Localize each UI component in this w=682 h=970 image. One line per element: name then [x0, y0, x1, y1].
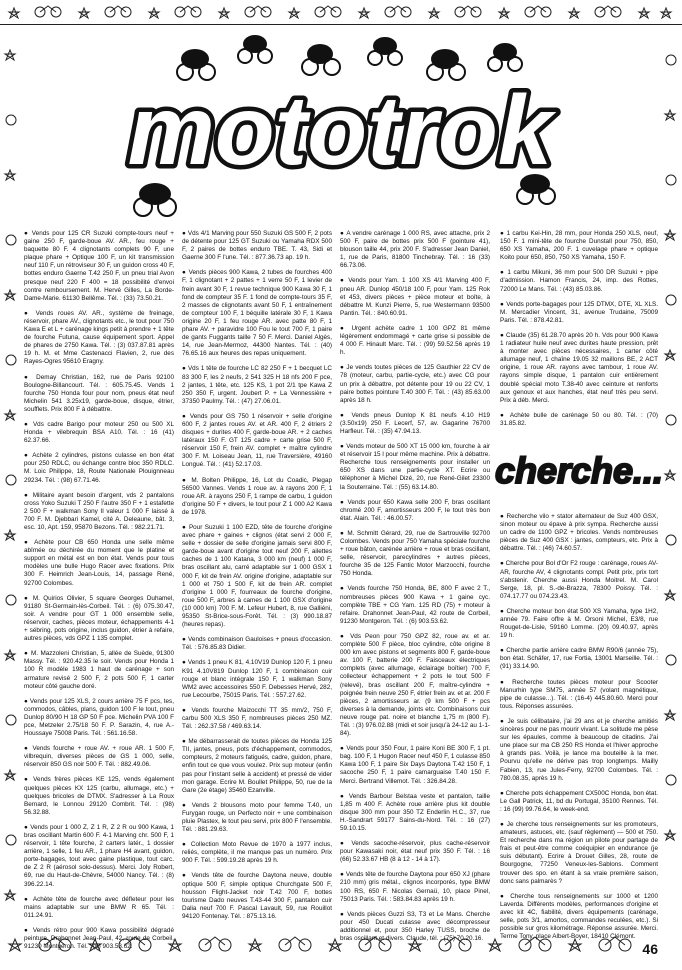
- bullet-icon: ●: [340, 840, 352, 848]
- classified-ad-text: Vends tête de fourche Daytona pour 650 XJ (phare 210 mm) gris métal., clignos incorporés, type BMW 100 RS, 650 F. Nicolas Gernaü, 10, place Pinel, 75013 Paris. Tél. : 583.84.83 après 19 h.: [340, 871, 490, 903]
- classified-ad-text: Militaire ayant besoin d'argent, vds 2 pantalons cross Yoko Suzuki T 250 F l'autre 350 F + 1 estafette 2 500 F + walkman Sony II valeur 1 000 F laissé à 700 F. M. Djebbari Kamel, cité A. Deleaune, bât. 3, esc. 10, Apt. 159, 95870 Bezons. Tél. : 982.21.71.: [24, 491, 174, 531]
- classified-ad: [340, 230, 490, 270]
- classified-ad-text: Je cherche tous renseignements sur les promoteurs, amateurs, astuces, etc. (sauf règlement) — 500 et 750. Et recherche dans ma région un pilote pour partage de frais et peut-être comme coéquipier en endurance (je suis débutant). Ecrire à Drouet Gilles, 28, route de Bourgogne, 77250 Veneux-les-Sablons. Comment trouver des spo. en étant à sa vraie première saison, donc sans palmarès ?: [500, 820, 658, 885]
- classified-ad-text: Vends tête de fourche Daytona neuve, double optique 500 F, simple optique Churchgate 500 F, housson Flight-Jacket noir T.42 700 F, bottes tourisme Dado neuves T.43-44 300 F, pantalon cuir Dalia neuf 700 F. Pascal Lavault, 59, rue Rouillot 94120 Fontenay. Tél. : 875.13.16.: [182, 872, 332, 920]
- classified-ad-text: Vends fourche + roue AV. + roue AR. 1 500 F, vilbrequin, diverses pièces de GS 1 000, selle, réservoir 850 GS noir 500 F. Tél. : 882.49.06.: [24, 745, 174, 769]
- bullet-icon: ●: [182, 365, 188, 373]
- classified-ad-text: Vends 2 blousons moto pour femme T.40, un Furygan rouge, un Perfecto noir + une combinaison pluie Plastex, le tout peu servi, prix 800 F l'ensemble. Tél. : 881.29.63.: [182, 801, 332, 834]
- classified-ad-text: Me débarrasserait de toutes pièces de Honda 125 TII, jantes, pneus, pots d'échappement, commodos, compteurs, 2 moteurs fatigués, cadre, guidon, phare, enfin tout ce que vous voulez. Prix sup moteur (enfin pas pour l'instant selle à accident) et pressé de vider mon garage. Ecrire M. Boullet Philippe, 50, rue de la Gare (2e étage) 35460 Ezanville.: [182, 738, 332, 794]
- classified-ad: [340, 911, 490, 943]
- bullet-icon: ●: [340, 910, 348, 918]
- classified-ad: [182, 802, 332, 834]
- cherche-heading-text: cherche...: [494, 449, 664, 491]
- classified-ad-text: A vendre carénage 1 000 RS, avec attache, prix 2 500 F, paire de bottes prix 500 F (pointure 41), blouson taille 44, prix 200 F. S'adresser Jean Daniel, 1, rue de Paris, 81800 Tinchebray. Tél. : 16 (33) 66.73.06.: [340, 230, 490, 270]
- bullet-icon: ●: [182, 230, 188, 237]
- classified-ad-text: M. Quirios Olivier, 5 square Georges Duhamel, 91180 St-Germain-lès-Corbeil. Tél. : (6) 075.30.47, soir. A vendre pour GT 1 000 ensemble selle, réservoir, caches, pièces moteur, échappements 4-1 + sébring, pots origine, inclus guidon, étrier à refaire, autres pièces, vds GPZ 1 135 complet.: [24, 594, 174, 643]
- ads-column-2: [182, 230, 332, 920]
- classified-ad: [500, 332, 658, 405]
- classified-ad-text: Recherche toutes pièces moteur pour Scooter Manurhin type SM75, année 57 (volant magnétique, pipe de culasse...). Tél. : (16-4) 445.80.60. Merci pour tous. Réponses assurées.: [500, 678, 658, 710]
- classified-ad: [24, 492, 174, 532]
- bullet-icon: ●: [24, 697, 30, 705]
- classified-ad: [340, 871, 490, 903]
- classified-ad: [24, 776, 174, 816]
- cherche-section-heading: [494, 435, 664, 505]
- bullet-icon: ●: [24, 895, 33, 903]
- mototrok-logo-art: [95, 24, 585, 229]
- bullet-icon: ●: [500, 411, 510, 419]
- masthead-title: mototrok: [127, 75, 553, 185]
- classified-ad: [182, 738, 332, 795]
- classified-ad-text: Vends pour Yam. 1 100 XS 4/1 Marving 400 F, pneu AR. Dunlop 450/18 100 F, pour Yam. 125 Rok et 453, divers pièces + pièce moteur et boîte, à débattre M. Kunzi Pierre, 5, rue Westermann 93500 Pantin. Tél. : 840.60.91.: [340, 277, 490, 317]
- classified-ad-text: Vends 1 pneu K 81, 4.10V19 Dunlop 120 F, 1 pneu K91 4.10V819 Dunlop 120 F, 1 combinaison cuir rouge et blanc intégrale 150 F, 1 walkman Sony WM2 avec accessoires 550 F. Debesses Hervé, 282, rue Lecourbe, 75015 Paris. Tél. : 557.27.62.: [182, 659, 332, 699]
- classified-ad: [500, 608, 658, 640]
- classified-ad-text: Vends roues AV. AR., système de freinage, réservoir, phare AV., clignotants etc., le tout pour 750 Kawa E et L + carénage kings petit à prendre + 1 tête de fourche Futuna, cause équipement sport. Appel de phares de 2750 Kawa. Tél. : (3) 037.87.81 après 19 h. M. et Mme Castenacci Flavien, 2, rue des Rayes-Ogres 95610 Eragny.: [24, 309, 174, 366]
- classified-ad: [500, 821, 658, 886]
- classified-ad-text: Je vends toutes pièces de 125 Gauthier 22 CV de 78 (moteur, carbu, partie-cycle, etc.) avec CG pour un prix à débattre, pot détente pour 19 ou 22 CV, 1 paire bottes pointure T.40 300 F. Tél. : (43) 85.63.00 après 18 h.: [340, 364, 490, 404]
- classified-ad: [24, 595, 174, 644]
- classified-ad: [340, 364, 490, 404]
- classified-ad: [340, 585, 490, 625]
- bullet-icon: ●: [182, 269, 189, 277]
- classified-ad: [24, 230, 174, 303]
- classified-ad: [500, 301, 658, 325]
- classified-ad-text: Vends pour 125 XLS, 2 cours arrière 75 F pcs, tes, commodos, câbles, plans, guidon 100 F le tout, pneu Dunlop 80/90 H 18 GP 50 F pce. Michelin PVA 100 F pce, Metzeler 2.75/18 50 F. P. Sarazin, 4, rue A.-Houssaye 75008 Paris. Tél. : 561.16.58.: [24, 697, 174, 738]
- bullet-icon: ●: [500, 647, 507, 655]
- classified-ad: [500, 679, 658, 711]
- bullet-icon: ●: [500, 512, 507, 520]
- classified-ad-text: Achète pour CB 650 Honda une selle même abîmée ou déchirée du moment que le platine et support en métal est en bon état. Vends pour tous modèles une bulle Hugo Racer avec fixations. Prix 300 F. Heimrich Jean-Louis, 14, passage René, 92700 Colombes.: [24, 539, 174, 587]
- classified-ad: [182, 230, 332, 262]
- left-decorative-border: [0, 0, 22, 965]
- bullet-icon: ●: [340, 585, 348, 593]
- bullet-icon: ●: [340, 498, 348, 506]
- classified-ad: [24, 927, 174, 951]
- classified-ad-text: Cherche pots échappement CX500C Honda, bon état. Le Gall Patrick, 11, bd du Portugal, 35100 Rennes. Tél. : 16 (99) 99.76.64, le week-end.: [500, 789, 658, 813]
- classified-ad-text: Vends Barbour Belstaa veste et pantalon, taille 1,85 m 400 F. Achète roue arrière plus kit double disque 300 mm pour 350 TZ Enderlin H.C., 37, rue H.-Sandrart 59177 Sains-du-Nord. Tél. : 16 (27) 59.10.15.: [340, 792, 490, 832]
- classified-ad-text: Vends sacoche-réservoir, plus cache-réservoir pour Kawasaki noir, état neuf prix 350 F. Tél. : 16 (66) 52.33.67 HB (8 à 12 - 14 à 17).: [340, 840, 490, 864]
- classified-ad-text: Cherche moteur bon état 500 XS Yamaha, type 1H2, année 79. Faire offre à M. Orsoni Michel, E3/8, rue Rouget-de-Lisle, 59160 Lomme. (20) 09.40.97, après 19 h.: [500, 607, 658, 640]
- classified-ad: [340, 443, 490, 492]
- classified-ad: [500, 790, 658, 814]
- classified-ad-text: Vends rétro pour 900 Kawa possibilité dégradé peinture. Drahonnet Jean-Paul, 42, route de Corbeil, 91230 Montgeron. Tél. : (6) 903.53.62.: [24, 926, 174, 951]
- classified-ad: [340, 277, 490, 317]
- classified-ad-text: Vds 4/1 Marving pour 550 Suzuki GS 500 F, 2 pots de détente pour 125 GT Suzuki ou Yamaha RDX 500 F, 2 paires de bottes enduro TBE. T. 43, Sidi et Gaerne 300 F l'une. Tél. : 877.36.73 ap. 19 h.: [182, 230, 332, 262]
- classified-ad: [182, 659, 332, 699]
- bullet-icon: ●: [182, 636, 189, 644]
- right-decorative-border: [660, 0, 682, 965]
- classified-ad-text: Cherche pour Bol d'Or F2 rouge : carénage, roues AV-AR, fourche AV, 4 clignotants compl. Petit prix, prix tort s'abstenir. Cherche aussi Honda Moitrel. M. Carol Serge, 18, pl. S.-de-Brazza, 78300 Poissy. Tél. : 074.17.77 ou 074.23.43.: [500, 560, 658, 600]
- ads-column-1: [24, 230, 174, 951]
- classified-ad-text: M. Bolten Philippe, 16, Lot du Coadic, Plegap 56500 Vannes. Vends 1 roue av. à rayons 200 F, 1 roue AR. à rayons 250 F, 1 rampe de carbu, 1 guidon d'origine 50 F + divers, le tout pour Z 1 000 A2 Kawa de 1978.: [182, 476, 332, 516]
- bullet-icon: ●: [340, 411, 352, 419]
- classified-ad-text: Vends pièces Guzzi S3, T3 et Le Mans. Cherche pour 450 Ducati culasse avec décompresseur additionnel et, pour 350 Harley TUSS, broche de bras oscillant et divers. Claude, tél. : (75) 70.20.16.: [340, 910, 490, 943]
- masthead-logo: [95, 24, 585, 229]
- bullet-icon: ●: [500, 717, 508, 725]
- classified-ad-text: M. Schmitt Gérard, 29, rue de Sartrouville 92700 Colombes. Vends pour 750 Yamaha spéciale fourche + roue bâton, carénée arrière + roue et bras oscillant, selle, réservoir, parecylindres + autres pièces, fourche 35 de 125 Fantic Motor Marzocchi, fourche 750 Honda.: [340, 529, 490, 578]
- classified-ad-text: Vends pour 650 Kawa selle 200 F, bras oscillant chromé 200 F, amortisseurs 200 F, le tout très bon état. Alain. Tél. : 46.00.57.: [340, 498, 490, 522]
- classified-ad-text: M. Mazzoleni Christian, 5, allée de Suède, 91300 Massy. Tél. : 920.42.35 le soir. Vends pour Honda 1 100 R modèle 1983 1 haut de carénage + son armature revisé 2 500 F, 2 pots 500 F, 1 carter moteur côté gauche doré.: [24, 650, 174, 690]
- classified-ad-text: Vends porte-bagages pour 125 DTMX, DTE, XL XLS. M. Mercadier Vincent, 31, avenue Trudaine, 75009 Paris. Tél. : 878.42.81.: [500, 300, 658, 324]
- classified-ad: [340, 412, 490, 436]
- classified-ad: [24, 539, 174, 588]
- classified-ad: [500, 647, 658, 671]
- classified-ads: [22, 230, 664, 951]
- bullet-icon: ●: [340, 632, 351, 640]
- bullet-icon: ●: [500, 892, 511, 900]
- bullet-icon: ●: [182, 872, 192, 880]
- classified-ad: [500, 269, 658, 293]
- classified-ad: [340, 745, 490, 785]
- classified-ad-text: 1 carbu Kei-Hin, 28 mm, pour Honda 250 XLS, neuf, 150 F. 1 mini-tête de fourche Dunstall pour 750, 850, 650 XS Yamaha, 200 F. 1 cuvelage phare + optique Koito pour 650, 850, 750 XS Yamaha, 150 F.: [500, 230, 658, 262]
- left-border-doodles: [0, 0, 22, 965]
- classified-ad: [340, 840, 490, 864]
- classified-ad: [340, 633, 490, 738]
- bullet-icon: ●: [24, 309, 36, 317]
- cherche-heading-art: [494, 437, 664, 503]
- bullet-icon: ●: [500, 560, 506, 568]
- classified-ad-text: Vends combinaison Gauloises + pneus d'occasion. Tél. : 576.85.83 Didier.: [182, 636, 332, 652]
- classified-ad: [182, 707, 332, 731]
- bullet-icon: ●: [182, 738, 189, 746]
- bullet-icon: ●: [24, 745, 33, 753]
- ads-column-3: [340, 230, 490, 943]
- classified-ad-text: Vends pour 350 Four, 1 paire Koni BE 300 F, 1 pt. bag. 100 F, 1 Hugon Racer neuf 450 F, 1 culasse 850 Kawa 100 F, 1 paire Six Days Daytona T.42 150 F, 1 sacoche 250 F, 1 paire camarguaise T.40 150 F. Merci. Bertrand Villemot. Tél. : 326.84.28.: [340, 745, 490, 785]
- bullet-icon: ●: [182, 801, 192, 809]
- classified-ad: [340, 325, 490, 357]
- bullet-icon: ●: [182, 412, 190, 420]
- bullet-icon: ●: [24, 539, 35, 547]
- bullet-icon: ●: [24, 776, 34, 784]
- classified-ad: [24, 421, 174, 445]
- ads-column-4: [494, 230, 664, 941]
- bullet-icon: ●: [24, 420, 33, 428]
- classified-ad: [500, 893, 658, 942]
- classified-ad-text: Vends fourche 750 Honda, BE, 800 F avec 2 T., nombreuses pièces 900 Kawa + 1 gaine cyc. complète TBE + CG Yam. 125 RD (75) + moteur à refaire. Drahonnet Jean-Paul, 42 route de Corbeil, 91230 Montgeron. Tél. : (6) 903.53.62.: [340, 585, 490, 625]
- classified-ad-text: Recherche vilo + stator alternateur de Suz 400 GSX, sinon moteur ou épave à prix sympa. Recherche aussi un cadre de 1100 GPZ + bricoles. Vends nombreuses pièces de Suz 400 GSX : jantes, compteurs, etc. Prix à débattre. Tél. : (46) 74.60.57.: [500, 512, 658, 553]
- bullet-icon: ●: [500, 300, 507, 308]
- classified-ad: [24, 452, 174, 484]
- classified-ad-text: Vends pour 125 CR Suzuki compte-tours neuf + gaine 250 F, garde-boue AV. AR., feu rouge + baquette 80 F. 4 clignotants complets 90 F, une plaque phare + Optique 100 F, un kit transmission neuf 110 F, un rétroviseur 30 F, un guidon cross 40 F, bottes enduro Gaerne T.42 250 F, un pneu trial Avon presque neuf 220 F 400 = 18 possibilité d'envoi contre remboursement. M. Hervé Gilles, La Borde-Dame-Marie. 61130 Bellême. Tél. : (33) 73.50.21.: [24, 230, 174, 302]
- bullet-icon: ●: [182, 659, 188, 667]
- classified-ad: [182, 477, 332, 517]
- bullet-icon: ●: [24, 594, 33, 602]
- bullet-icon: ●: [24, 650, 31, 658]
- bullet-icon: ●: [500, 678, 513, 686]
- bullet-icon: ●: [340, 529, 348, 537]
- bullet-icon: ●: [340, 871, 346, 879]
- bullet-icon: ●: [340, 443, 347, 451]
- bullet-icon: ●: [340, 324, 352, 332]
- classified-ad-text: Achète 2 cylindres, pistons culasse en bon état pour 250 RDLC, ou échange contre bloc 350 RDLC. M. Loic Philippe, 18, Route Nationale Plouignneau 29234. Tél. : (98) 67.71.46.: [24, 452, 174, 484]
- bullet-icon: ●: [24, 491, 33, 499]
- classified-ad: [182, 841, 332, 865]
- classified-ad: [340, 499, 490, 523]
- bullet-icon: ●: [24, 230, 32, 237]
- classified-ad: [182, 365, 332, 405]
- classified-ad-text: Achète tête de fourche avec défleteur pour les mains adaptable sur une BMW R 65. Tél. : 011.24.91.: [24, 895, 174, 919]
- classified-ad: [500, 718, 658, 783]
- classified-ad: [24, 650, 174, 690]
- bullet-icon: ●: [500, 269, 508, 277]
- bullet-icon: ●: [24, 823, 31, 831]
- bullet-icon: ●: [500, 789, 506, 797]
- bullet-icon: ●: [340, 364, 347, 372]
- classified-ad: [340, 530, 490, 579]
- top-decorative-border: [0, 0, 682, 25]
- top-border-doodles: [0, 0, 682, 24]
- classified-ad: [500, 560, 658, 600]
- classified-ad: [24, 896, 174, 920]
- bullet-icon: ●: [182, 841, 191, 849]
- classified-ad-text: Achète bulle de carénage 50 ou 80. Tél. : (70) 31.85.82.: [500, 411, 658, 427]
- classified-ad-text: Cherche tous renseignements sur 1000 et 1200 Laverda. Différents modèles, performances d'origine et avec kit 4C, fiabilité, divers équipements (carénage, selle, pots 3/1, amortos, commandes reculées, etc.). Si possible sur gros kilométrage. Réponse assurée. Merci. Terme Tony, place Albert-Boyer, 18410 Clémont.: [500, 892, 658, 941]
- bullet-icon: ●: [500, 820, 507, 828]
- classified-ad: [182, 636, 332, 652]
- bullet-icon: ●: [182, 706, 192, 714]
- classified-ad-text: Vends fourche Maizocchi TT 35 mm/2, 750 F, carbu 500 XLS 350 F, nombreuses pièces 250 MZ. Tél. : 262.37.58 / 469.63.14.: [182, 706, 332, 731]
- bullet-icon: ●: [500, 607, 507, 615]
- classified-ad: [500, 513, 658, 553]
- classified-ad: [182, 269, 332, 358]
- bullet-icon: ●: [182, 524, 189, 531]
- classified-ad-text: Vends frères pièces KE 125, vends également quelques pièces KX 125 (carbu, allumage, etc.) + quelques bricoles de DTMX. S'adresser à La Roux Bernard, le Lonnou 29120 Combrit. Tél. : (98) 56.32.88.: [24, 776, 174, 816]
- bullet-icon: ●: [500, 331, 506, 339]
- classified-ad: [500, 412, 658, 428]
- classified-ad-text: Vds cadre Barigo pour moteur 250 ou 500 XL Honda + vilebrequin BSA A10. Tél. : 16 (41) 62.37.66.: [24, 420, 174, 445]
- bullet-icon: ●: [340, 745, 347, 753]
- bullet-icon: ●: [24, 373, 37, 381]
- classified-ad-text: 1 carbu Mikuni, 36 mm pour 500 DR Suzuki + pipe d'admission. Hamon Francis, 24, imp. des Rottes, 72000 Le Mans. Tél. : (43) 85.03.86.: [500, 269, 658, 293]
- classified-ad: [24, 374, 174, 414]
- classified-ad-text: Claude (35) 61.28.70 après 20 h. Vds pour 900 Kawa 1 radiateur huile neuf avec durites haute pression, prêt à monter avec pièces nécessaires, 1 carter côté allumage neuf, 1 chaîne 19.05 32 maillons BE, 2 ACT origine, 1 roue AR. rayons avec tambour, 1 roue AV. rayons simple disque, 1 pantalon cuir entièrement doublé spécial moto T.38-40 avec ceinture et renforts aux genoux et aux hanches, état neuf très peu servi. Prix à déb. Merci.: [500, 331, 658, 404]
- classified-ad: [24, 745, 174, 769]
- classified-ad: [24, 310, 174, 367]
- classified-ad: [24, 824, 174, 889]
- classified-ad: [182, 872, 332, 921]
- bullet-icon: ●: [500, 230, 507, 237]
- bullet-icon: ●: [24, 926, 33, 934]
- classified-ad: [500, 230, 658, 262]
- bullet-icon: ●: [24, 452, 33, 460]
- classified-ad-text: Urgent achète cadre 1 100 GPZ 81 même légèrement endommagé + carte grise si possible de 4 000 F. Hinault Marc. Tél. : (99) 59.52.56 après 19 h.: [340, 324, 490, 357]
- classified-ad-text: Collection Moto Revue de 1970 à 1977 inclus, reliés, complète, il me manque pas un numéro. Prix 900 F. Tél. : 599.19.28 après 19 h.: [182, 841, 332, 865]
- classified-ad: [340, 793, 490, 833]
- classified-ad: [182, 413, 332, 470]
- bullet-icon: ●: [340, 277, 349, 285]
- classified-ad-text: Vends pneus Dunlop K 81 neufs 4.10 H19 (3.50x19) 250 F. Lecerf, 57, av. Gagarine 76700 Harfleur. Tél. : (35) 47.94.13.: [340, 411, 490, 435]
- classified-ad-text: Vends pour GS 750 1 réservoir + selle d'origine 600 F, 2 jantes roues AV. et AR. 400 F, 2 étriers 2 disques + durites 400 F, garde-boue AR. + 2 caches latéraux 150 F. GT 125 cadre + carte grise 500 F, réservoir 150 F, frein AV. complet + maître cylindre 300 F. M. Loiseau Jean, 11, rue Traversière, 49160 Longué. Tél. : (41) 52.17.03.: [182, 412, 332, 469]
- bullet-icon: ●: [340, 792, 349, 800]
- bullet-icon: ●: [182, 476, 192, 484]
- right-border-doodles: [660, 0, 682, 965]
- classified-ad-text: Vends moteur de 500 XT 15 000 km, fourche à air et réservoir 15 l pour même machine. Prix à débattre. Recherche tous renseignements pour installer un 650 XS dans une partie-cycle XT. Ecrire ou téléphoner à Michel Dizé, 20, rue René-Gilet 23300 la Souterraine. Tél. : (55) 63.14.80.: [340, 443, 490, 491]
- bullet-icon: ●: [340, 230, 347, 237]
- classified-ad-text: Pour Suzuki 1 100 EZD, tête de fourche d'origine avec phare + gaines + clignos (état servi 2 000 F, selle + dossier de selle d'origine jamais servi 800 F, garde-boue avant d'origine tout neuf 200 F, ailettes caches de 1 100 Katana, 3 000 km (neuf) 1 000 F, bras oscillant alu, carré adaptable sur 1 000 GSX 1 000 F, kit de frein AV. origine d'origine, adaptable sur 1 000 et 750 1 500 F, kit de frein AR. complet d'origine 1 000 F, fourreaux de fourche d'origine, roue 500 F, arbres à cames de 1 100 GSX d'origine (10 000 km) 700 F. M. Lefeur Hubert, 8, rue Galliéni, 95350 St-Brice-sous-Forêt. Tél. : (3) 990.18.87 (heures repas).: [182, 524, 332, 629]
- classified-ad-text: Vends pour 1 000 Z, Z 1 R, Z 2 R ou 900 Kawa, 1 bras oscillant Martin 600 F. 4-1 Marving chr. 500 F, 1 réservoir, 1 tête fourche, 2 carters latér., 1 dossier arrière, 1 selle, 1 feu AR., 1 phare H4 avant, guidon, porte-bagages, tout avec gaine plastique, tout carc. de Z 2 R (aérosol solo-dessus). Merci. Joly Robert, 69, rue du Haut-de-Chèvre, 54000 Nancy. Tél. : (8) 396.22.14.: [24, 823, 174, 888]
- classified-ad-text: Vds 1 tête de fourche LC 82 250 F + 1 becquet LC 83 300 F, les 2 neufs, 2 541 325 H 18 nfs 200 F pce, 2 jantes, 1 tête, etc. 125 KS, 1 pot 2/1 tpe Kawa Z 250 350 F, urgent. Joubert P. + La Vennessière + 37350 Paulmy. Tél. : (47) 27.06.01.: [182, 365, 332, 405]
- classified-ad-text: Je suis célibataire, j'ai 29 ans et je cherche amitiés sincères pour ne pas mourir vivant. La solitude me pèse sur les épaules, comme à beaucoup de citadins. J'ai une place sur ma CB 250 RS Honda et l'hiver approche à grands pas. Voilà, je lance ma bouteille à la mer. Pourvu qu'elle ne dérive pas trop longtemps. Mailly Fabien, 13, rue Jules-Ferry, 92700 Colombes. Tél. : 780.08.35, après 19 h.: [500, 717, 658, 782]
- classified-ad-text: Cherche partie arrière cadre BMW R90/6 (année 75), bon état. Schäfer, 17, rue Fortia, 13001 Marseille. Tél. : (91) 33.14.90.: [500, 647, 658, 671]
- classified-ad: [182, 524, 332, 629]
- page-number: 46: [642, 941, 658, 957]
- classified-ad-text: Demay Christian, 162, rue de Paris 92100 Boulogne-Billancourt. Tél. : 605.75.45. Vends 1 fourche 750 Honda four pour nom, pneus état neuf Michelin 541 3.25x19, garde-boue, disque, étrier, soufflets. Prix 800 F à débattre.: [24, 373, 174, 413]
- classified-ad-text: Vds Peon pour 750 GPZ 82, roue av. et ar. complète 500 F pièce, bloc cylindre, côte origine 8 000 km avec pistons et segments 800 F, garde-boue av. 100 F, batterie 200 F. Faisceaux électriques complets (avec allumage, éclairage boîtier) 700 F, collecteur échappement + 2 pots le tout 500 F (relevé), bras oscillant 200 F, maître-cylindre + poignée frein neuve 250 F, étrier frein av. et ar. 200 F pièces, 2 amortisseurs ar. (9 km 500 F + pcs diverses à la demande, joints etc. Combinaisons cuir neuve rouge pat. noire et blanche 1,75 m (800 F). Tél. : (3) 976.02.88 (midi et soir jusqu'à 24-12 au 1-1-84).: [340, 632, 490, 738]
- classified-ad-text: Vends pièces 900 Kawa, 2 tubes de fourches 400 F, 1 clignotant + 2 pattes + 1 verre 50 F, 1 levier de frein avant 30 F, 1 revue technique 900 Kawa 30 F, 1 fond de compteur 35 F. 1 fond de compte-tours 35 F, 2 masses de clignotants avant 50 F, 1 entraînement de compteur 100 F, 1 béquille latérale 30 F, 1 Kawa origine 20 F, 1 feu rouge AR. avec patte 80 F, 1 phare AV. + paravidre 100 Fou le tout 700 F, 1 paire de gants Fuggants taille 7 50 F. Merci. Daniel Algès, 14, rue Jean-Mermoz, 44300 Nantes. Tél. : (40) 76.65.16 aux heures des repas uniquement.: [182, 269, 332, 358]
- classified-ad: [24, 698, 174, 738]
